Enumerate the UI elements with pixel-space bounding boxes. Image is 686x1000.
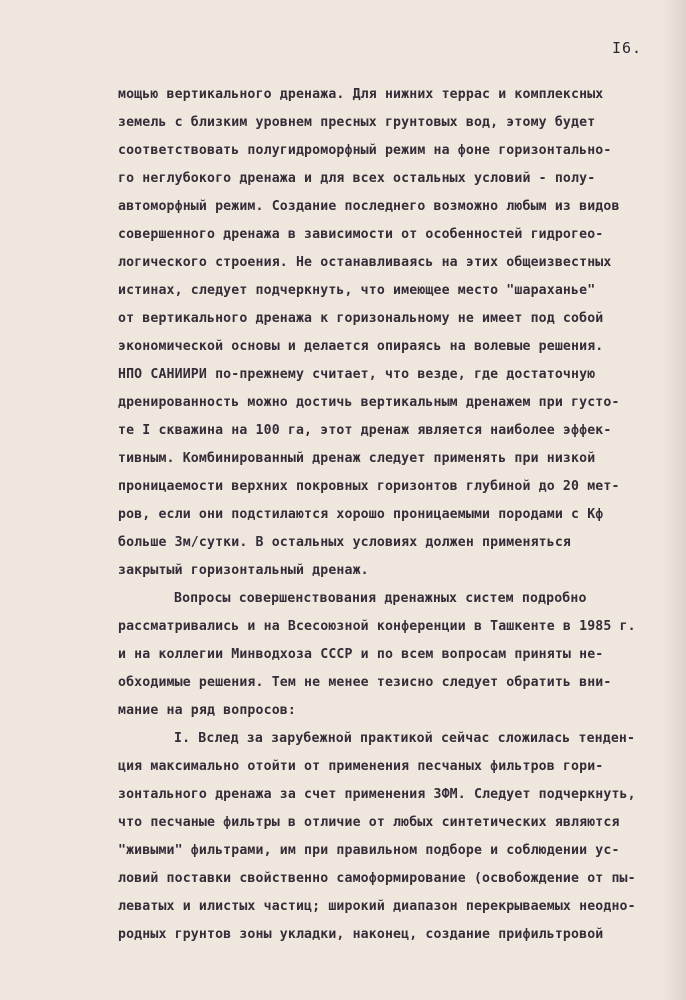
text-line: и на коллегии Минводхоза СССР и по всем вопросам приняты не- <box>118 647 604 662</box>
text-line: мание на ряд вопросов: <box>118 703 296 718</box>
text-line: экономической основы и делается опираясь на волевые решения. <box>118 339 604 354</box>
text-line: НПО САНИИРИ по-прежнему считает, что везде, где достаточную <box>118 367 596 382</box>
page-edge-shadow <box>664 0 686 1000</box>
text-line: истинах, следует подчеркнуть, что имеющее место "шараханье" <box>118 283 596 298</box>
text-line: дренированность можно достичь вертикальным дренажем при густо- <box>118 395 620 410</box>
text-line: совершенного дренажа в зависимости от особенностей гидрогео- <box>118 227 604 242</box>
text-line: от вертикального дренажа к горизональному не имеет под собой <box>118 311 604 326</box>
page-number: I6. <box>612 39 643 57</box>
paragraph-first-line: I. Вслед за зарубежной практикой сейчас сложилась тенден- <box>174 731 636 746</box>
text-line: мощью вертикального дренажа. Для нижних террас и комплексных <box>118 87 604 102</box>
text-line: соответствовать полугидроморфный режим на фоне горизонтально- <box>118 143 612 158</box>
text-line: закрытый горизонтальный дренаж. <box>118 563 369 578</box>
text-line: тивным. Комбинированный дренаж следует применять при низкой <box>118 451 596 466</box>
text-line: ция максимально отойти от применения песчаных фильтров гори- <box>118 759 604 774</box>
text-line: зонтального дренажа за счет применения ЗФМ. Следует подчеркнуть, <box>118 787 636 802</box>
text-line: го неглубокого дренажа и для всех остальных условий - полу- <box>118 171 596 186</box>
text-line: больше 3м/сутки. В остальных условиях должен применяться <box>118 535 572 550</box>
text-line: те I скважина на 100 га, этот дренаж является наиболее эффек- <box>118 423 612 438</box>
text-line: ловий поставки свойственно самоформирование (освобождение от пы- <box>118 871 636 886</box>
text-line: автоморфный режим. Создание последнего возможно любым из видов <box>118 199 620 214</box>
text-line: леватых и илистых частиц; широкий диапазон перекрываемых неодно- <box>118 899 636 914</box>
text-line: обходимые решения. Тем не менее тезисно следует обратить вни- <box>118 675 612 690</box>
paragraph-first-line: Вопросы совершенствования дренажных систем подробно <box>174 591 587 606</box>
text-line: ров, если они подстилаются хорошо проницаемыми породами с Кф <box>118 507 604 522</box>
text-line: "живыми" фильтрами, им при правильном подборе и соблюдении ус- <box>118 843 620 858</box>
text-line: проницаемости верхних покровных горизонтов глубиной до 20 мет- <box>118 479 620 494</box>
text-line: земель с близким уровнем пресных грунтовых вод, этому будет <box>118 115 596 130</box>
text-line: что песчаные фильтры в отличие от любых синтетических являются <box>118 815 620 830</box>
text-line: родных грунтов зоны укладки, наконец, создание прифильтровой <box>118 927 604 942</box>
text-line: логического строения. Не останавливаясь на этих общеизвестных <box>118 255 612 270</box>
text-line: рассматривались и на Всесоюзной конференции в Ташкенте в 1985 г. <box>118 619 636 634</box>
